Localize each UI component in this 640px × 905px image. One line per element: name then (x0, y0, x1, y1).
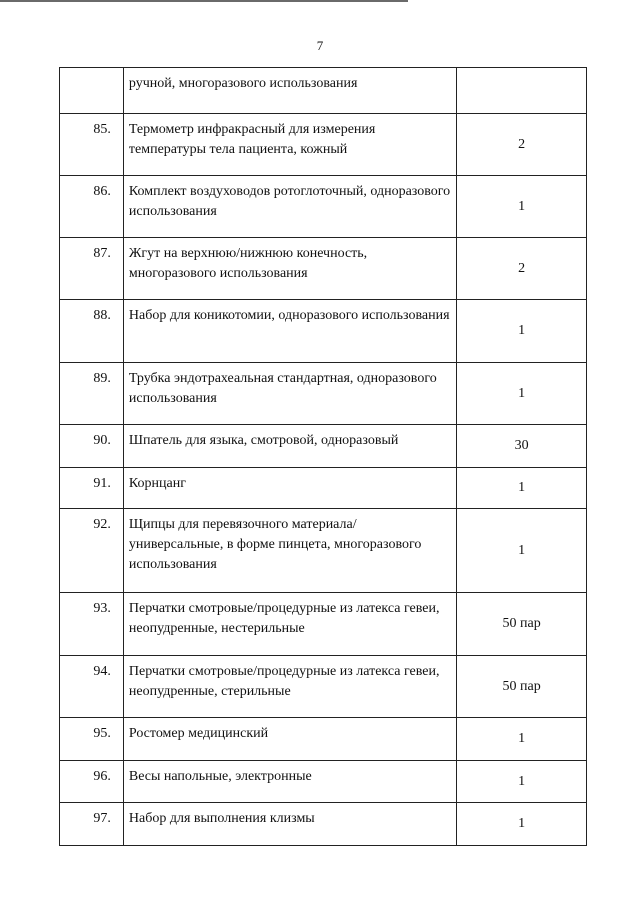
top-rule (0, 0, 408, 2)
row-number: 95. (60, 718, 124, 760)
page-number: 7 (316, 38, 324, 53)
item-name: Термометр инфракрасный для измерения температуры тела пациента, кожный (124, 114, 457, 175)
table-row (60, 425, 587, 468)
table-row (60, 803, 587, 846)
item-quantity: 1 (457, 176, 587, 237)
table-row (60, 363, 587, 425)
table-row (60, 593, 587, 656)
table-row (60, 176, 587, 238)
row-number: 93. (60, 593, 124, 655)
row-number: 91. (60, 468, 124, 508)
item-quantity: 1 (457, 300, 587, 362)
item-name: Корнцанг (124, 468, 457, 508)
row-number: 92. (60, 509, 124, 592)
row-number: 89. (60, 363, 124, 424)
item-quantity: 50 пар (457, 593, 587, 655)
table-row (60, 656, 587, 718)
item-name: Перчатки смотровые/процедурные из латекса гевеи, неопудренные, нестерильные (124, 593, 457, 655)
row-number (60, 68, 124, 113)
table-row (60, 718, 587, 761)
table-row (60, 114, 587, 176)
row-number: 96. (60, 761, 124, 802)
item-name: ручной, многоразового использования (124, 68, 457, 113)
item-quantity: 1 (457, 718, 587, 760)
row-number: 87. (60, 238, 124, 299)
equipment-table (59, 67, 587, 846)
item-name: Ростомер медицинский (124, 718, 457, 760)
item-name: Набор для коникотомии, одноразового использования (124, 300, 457, 362)
table-row (60, 761, 587, 803)
table-row (60, 300, 587, 363)
row-number: 85. (60, 114, 124, 175)
item-quantity: 1 (457, 509, 587, 592)
item-quantity: 1 (457, 363, 587, 424)
item-name: Щипцы для перевязочного материала/универсальные, в форме пинцета, многоразового использования (124, 509, 457, 592)
item-quantity: 1 (457, 761, 587, 802)
item-quantity: 1 (457, 468, 587, 508)
item-name: Перчатки смотровые/процедурные из латекса гевеи, неопудренные, стерильные (124, 656, 457, 717)
item-name: Набор для выполнения клизмы (124, 803, 457, 845)
item-name: Шпатель для языка, смотровой, одноразовый (124, 425, 457, 467)
row-number: 94. (60, 656, 124, 717)
item-quantity (457, 68, 587, 113)
table-row (60, 509, 587, 593)
item-name: Трубка эндотрахеальная стандартная, одноразового использования (124, 363, 457, 424)
table-row (60, 68, 587, 114)
table-row (60, 468, 587, 509)
item-name: Жгут на верхнюю/нижнюю конечность, многоразового использования (124, 238, 457, 299)
row-number: 97. (60, 803, 124, 845)
row-number: 88. (60, 300, 124, 362)
item-name: Весы напольные, электронные (124, 761, 457, 802)
item-quantity: 2 (457, 114, 587, 175)
row-number: 90. (60, 425, 124, 467)
item-quantity: 2 (457, 238, 587, 299)
table-row (60, 238, 587, 300)
row-number: 86. (60, 176, 124, 237)
item-quantity: 1 (457, 803, 587, 845)
item-quantity: 50 пар (457, 656, 587, 717)
item-quantity: 30 (457, 425, 587, 467)
item-name: Комплект воздуховодов ротоглоточный, одноразового использования (124, 176, 457, 237)
